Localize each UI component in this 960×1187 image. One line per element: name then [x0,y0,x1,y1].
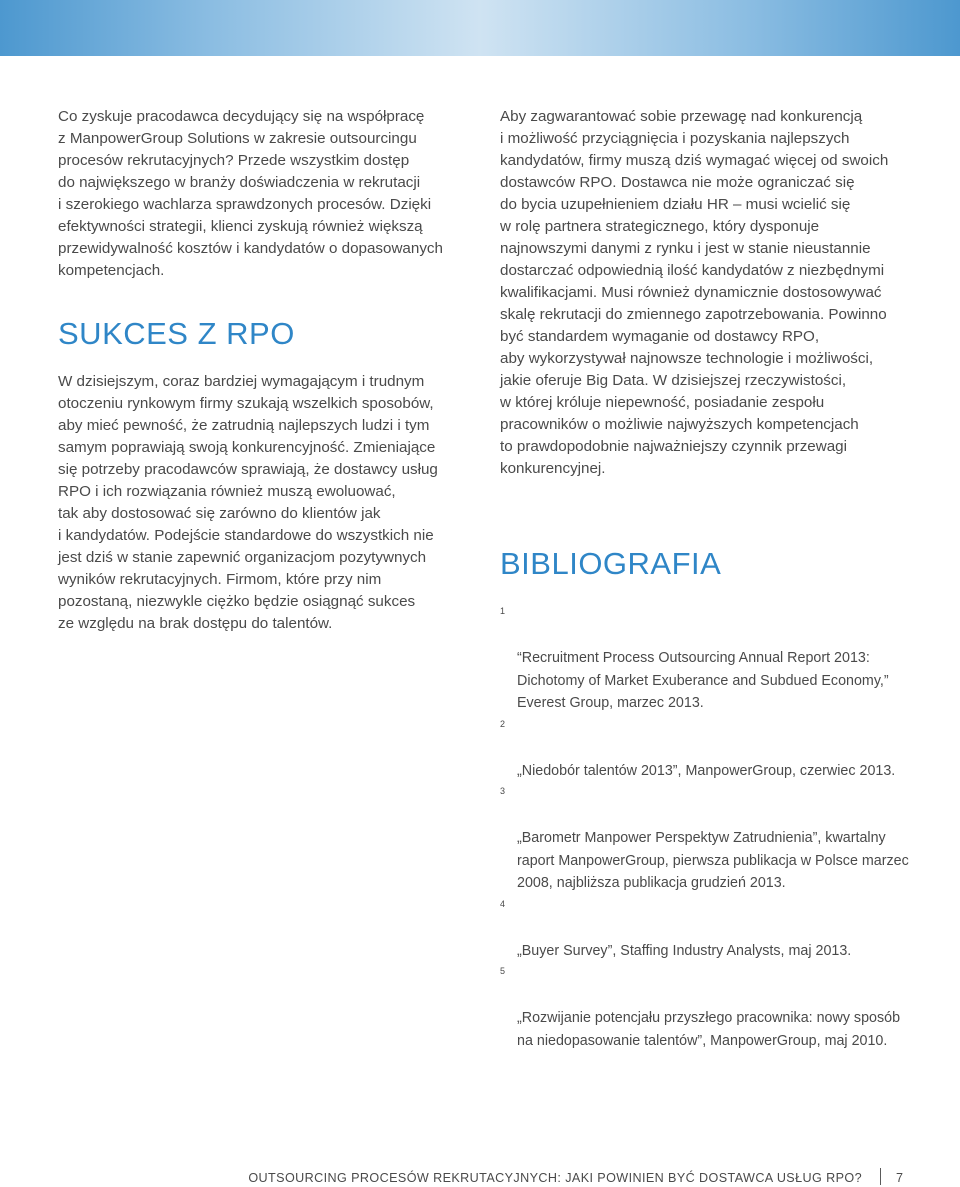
sukces-body-paragraph: W dzisiejszym, coraz bardziej wymagającym i trudnym otoczeniu rynkowym firmy szukają wszelkich sposobów, aby mieć pewność, że zatrudnią najlepszych ludzi i tym samym poprawiają swoją konkurencyjność. Zmieniające się potrzeby pracodawców sprawiają, że dostawcy usług RPO i ich rozwiązania również muszą ewoluować, tak aby dostosować się zarówno do klientów jak i kandydatów. Podejście standardowe do wszystkich nie jest dziś w stanie zapewnić organizacjom pozytywnych wyników rekrutacyjnych. Firmom, które przy nim pozostaną, niezwykle ciężko będzie osiągnąć sukces ze względu na brak dostępu do talentów. [58,373,438,632]
bibliography-text: „Barometr Manpower Perspektyw Zatrudnienia”, kwartalny raport ManpowerGroup, pierwsza publikacja w Polsce marzec 2008, najbliższa publikacja grudzień 2013. [517,830,909,891]
bibliography-item [500,602,910,715]
right-body-paragraph: Aby zagwarantować sobie przewagę nad konkurencją i możliwość przyciągnięcia i pozyskania najlepszych kandydatów, firmy muszą dziś wymagać więcej od swoich dostawców RPO. Dostawca nie może ograniczać się do bycia uzupełnieniem działu HR – musi wcielić się w rolę partnera strategicznego, który dysponuje najnowszymi danymi z rynku i jest w stanie nieustannie dostarczać odpowiednią ilość kandydatów z niezbędnymi kwalifikacjami. Musi również dynamicznie dostosowywać skalę rekrutacji do zmiennego zapotrzebowania. Powinno być standardem wymaganie od dostawcy RPO, aby wykorzystywał najnowsze technologie i możliwości, jakie oferuje Big Data. W dzisiejszej rzeczywistości, w której króluje niepewność, posiadanie zespołu pracowników o możliwie najwyższych kompetencjach to prawdopodobnie najważniejszy czynnik przewagi konkurencyjnej. [500,108,889,477]
footnote-number: 2 [500,718,506,729]
footer-running-title: OUTSOURCING PROCESÓW REKRUTACYJNYCH: JAKI POWINIEN BYĆ DOSTAWCA USŁUG RPO? [248,1171,862,1185]
bibliography-item [500,782,910,895]
footnote-number: 5 [500,966,506,976]
bibliography-item [500,715,910,783]
footnote-number: 4 [500,898,506,909]
bibliography-item [500,895,910,963]
footnote-number: 3 [500,786,506,796]
bibliography-text: „Rozwijanie potencjału przyszłego pracownika: nowy sposób na niedopasowanie talentów”, ManpowerGroup, maj 2010. [517,1010,901,1049]
header-gradient-band [0,0,960,56]
left-column [58,106,458,635]
bibliography-text: „Niedobór talentów 2013”, ManpowerGroup, czerwiec 2013. [517,762,896,779]
bibliography-list [500,602,910,1052]
footnote-number: 1 [500,606,506,616]
intro-paragraph: Co zyskuje pracodawca decydujący się na współpracę z ManpowerGroup Solutions w zakresie outsourcingu procesów rekrutacyjnych? Przede wszystkim dostęp do największego w branży doświadczenia w rekrutacji i szerokiego wachlarza sprawdzonych procesów. Dzięki efektywności strategii, klienci zyskują również większą przewidywalność kosztów i kandydatów o dopasowanych kompetencjach. [58,108,443,279]
page-footer [0,1167,960,1187]
page-number: 7 [896,1171,904,1185]
bibliography-item [500,962,910,1052]
right-column [500,106,910,1052]
section-heading-bibliografia: BIBLIOGRAFIA [500,546,722,581]
bibliography-text: „Buyer Survey”, Staffing Industry Analysts, maj 2013. [517,942,852,959]
section-heading-sukces: SUKCES Z RPO [58,316,295,351]
bibliography-text: “Recruitment Process Outsourcing Annual Report 2013: Dichotomy of Market Exuberance and Subdued Economy,” Everest Group, marzec 2013. [517,650,889,711]
footer-divider [880,1168,881,1185]
